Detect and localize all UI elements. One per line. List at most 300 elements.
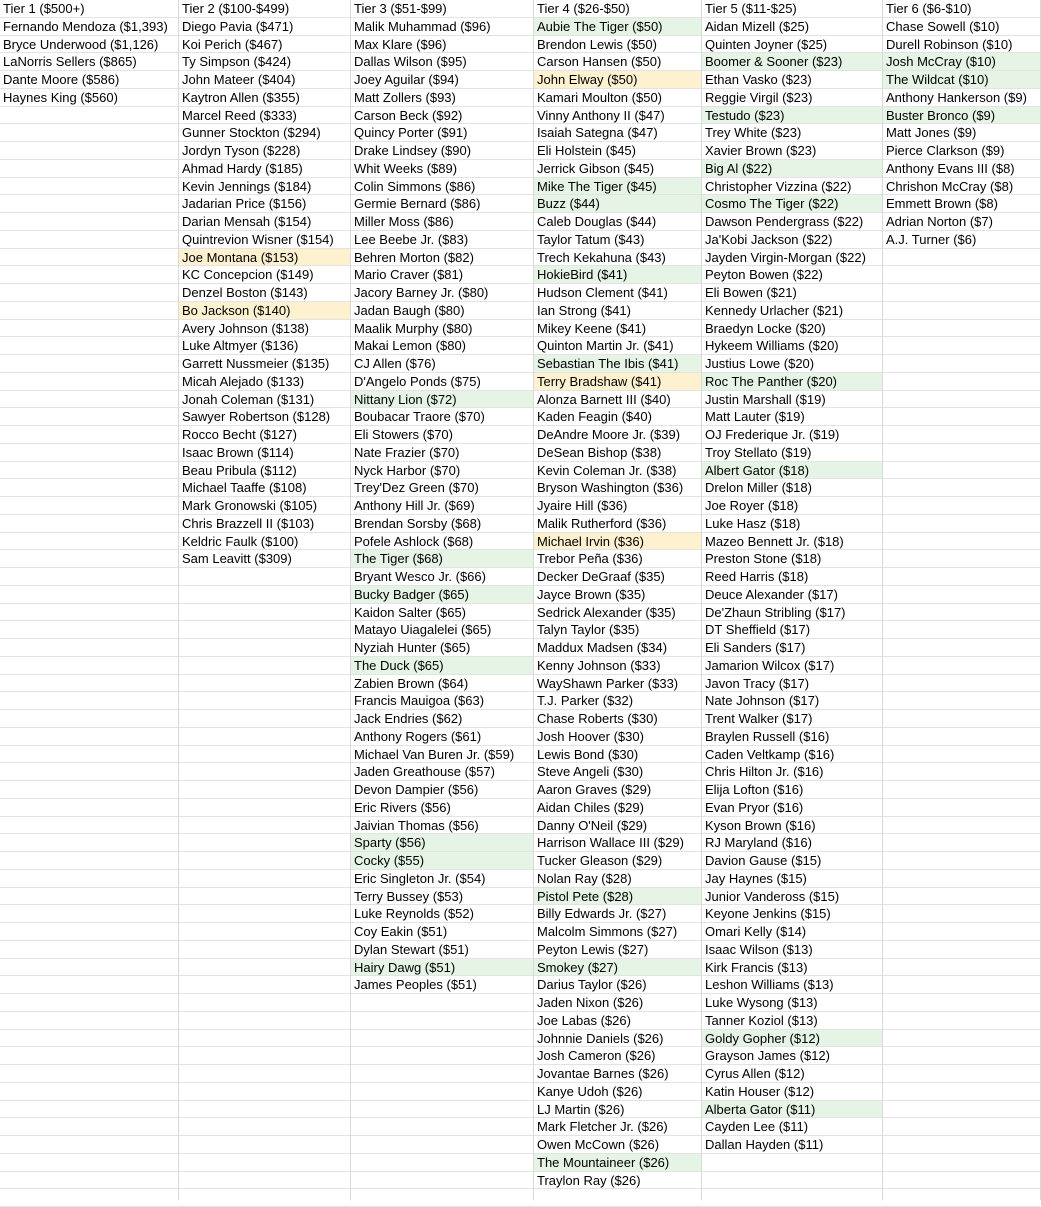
player-cell[interactable]: Germie Bernard ($86) xyxy=(351,195,533,213)
player-cell[interactable]: Tucker Gleason ($29) xyxy=(534,852,701,870)
player-cell[interactable]: Gunner Stockton ($294) xyxy=(179,124,350,142)
player-cell[interactable]: Kamari Moulton ($50) xyxy=(534,89,701,107)
player-cell[interactable]: Trey'Dez Green ($70) xyxy=(351,479,533,497)
player-cell[interactable]: Taylor Tatum ($43) xyxy=(534,231,701,249)
player-cell[interactable]: Eli Sanders ($17) xyxy=(702,639,882,657)
player-cell[interactable]: Jyaire Hill ($36) xyxy=(534,497,701,515)
player-cell[interactable]: Chris Brazzell II ($103) xyxy=(179,515,350,533)
empty-cell[interactable] xyxy=(0,675,178,693)
empty-cell[interactable] xyxy=(179,763,350,781)
empty-cell[interactable] xyxy=(0,355,178,373)
player-cell[interactable]: Trebor Peña ($36) xyxy=(534,550,701,568)
player-cell[interactable]: De'Zhaun Stribling ($17) xyxy=(702,604,882,622)
empty-cell[interactable] xyxy=(0,444,178,462)
player-cell[interactable]: Malik Rutherford ($36) xyxy=(534,515,701,533)
empty-cell[interactable] xyxy=(883,817,1040,835)
empty-cell[interactable] xyxy=(0,426,178,444)
player-cell[interactable]: Ian Strong ($41) xyxy=(534,302,701,320)
empty-cell[interactable] xyxy=(883,1083,1040,1101)
empty-cell[interactable] xyxy=(883,959,1040,977)
empty-cell[interactable] xyxy=(0,249,178,267)
empty-cell[interactable] xyxy=(0,1101,178,1119)
empty-cell[interactable] xyxy=(0,586,178,604)
player-cell[interactable]: Diego Pavia ($471) xyxy=(179,18,350,36)
player-cell[interactable]: Maalik Murphy ($80) xyxy=(351,320,533,338)
empty-cell[interactable] xyxy=(0,1083,178,1101)
player-cell[interactable]: Leshon Williams ($13) xyxy=(702,976,882,994)
empty-cell[interactable] xyxy=(883,426,1040,444)
player-cell[interactable]: Buster Bronco ($9) xyxy=(883,107,1040,125)
player-cell[interactable]: Hairy Dawg ($51) xyxy=(351,959,533,977)
player-cell[interactable]: Mark Gronowski ($105) xyxy=(179,497,350,515)
empty-cell[interactable] xyxy=(0,1047,178,1065)
player-cell[interactable]: The Wildcat ($10) xyxy=(883,71,1040,89)
player-cell[interactable]: Jadan Baugh ($80) xyxy=(351,302,533,320)
player-cell[interactable]: Rocco Becht ($127) xyxy=(179,426,350,444)
player-cell[interactable]: Dante Moore ($586) xyxy=(0,71,178,89)
empty-cell[interactable] xyxy=(0,231,178,249)
empty-cell[interactable] xyxy=(0,1065,178,1083)
empty-cell[interactable] xyxy=(883,515,1040,533)
empty-cell[interactable] xyxy=(0,852,178,870)
column-header[interactable]: Tier 5 ($11-$25) xyxy=(702,0,882,18)
player-cell[interactable]: Caleb Douglas ($44) xyxy=(534,213,701,231)
player-cell[interactable]: Mazeo Bennett Jr. ($18) xyxy=(702,533,882,551)
empty-cell[interactable] xyxy=(883,604,1040,622)
player-cell[interactable]: Troy Stellato ($19) xyxy=(702,444,882,462)
column-header[interactable]: Tier 4 ($26-$50) xyxy=(534,0,701,18)
player-cell[interactable]: Big Al ($22) xyxy=(702,160,882,178)
player-cell[interactable]: Francis Mauigoa ($63) xyxy=(351,692,533,710)
player-cell[interactable]: Quintrevion Wisner ($154) xyxy=(179,231,350,249)
player-cell[interactable]: LaNorris Sellers ($865) xyxy=(0,53,178,71)
player-cell[interactable]: Dallas Wilson ($95) xyxy=(351,53,533,71)
player-cell[interactable]: Katin Houser ($12) xyxy=(702,1083,882,1101)
empty-cell[interactable] xyxy=(179,799,350,817)
player-cell[interactable]: Denzel Boston ($143) xyxy=(179,284,350,302)
empty-cell[interactable] xyxy=(883,1154,1040,1172)
player-cell[interactable]: Reggie Virgil ($23) xyxy=(702,89,882,107)
player-cell[interactable]: Malcolm Simmons ($27) xyxy=(534,923,701,941)
player-cell[interactable]: Junior Vandeross ($15) xyxy=(702,888,882,906)
player-cell[interactable]: Boubacar Traore ($70) xyxy=(351,408,533,426)
player-cell[interactable]: Steve Angeli ($30) xyxy=(534,763,701,781)
player-cell[interactable]: Talyn Taylor ($35) xyxy=(534,621,701,639)
player-cell[interactable]: Matt Lauter ($19) xyxy=(702,408,882,426)
empty-cell[interactable] xyxy=(883,249,1040,267)
empty-cell[interactable] xyxy=(179,1136,350,1154)
player-cell[interactable]: Jordyn Tyson ($228) xyxy=(179,142,350,160)
empty-cell[interactable] xyxy=(883,586,1040,604)
player-cell[interactable]: Jaden Greathouse ($57) xyxy=(351,763,533,781)
player-cell[interactable]: Hykeem Williams ($20) xyxy=(702,337,882,355)
player-cell[interactable]: Nate Frazier ($70) xyxy=(351,444,533,462)
player-cell[interactable]: WayShawn Parker ($33) xyxy=(534,675,701,693)
player-cell[interactable]: Cayden Lee ($11) xyxy=(702,1118,882,1136)
player-cell[interactable]: Kevin Jennings ($184) xyxy=(179,178,350,196)
player-cell[interactable]: Keldric Faulk ($100) xyxy=(179,533,350,551)
player-cell[interactable]: Jadarian Price ($156) xyxy=(179,195,350,213)
empty-cell[interactable] xyxy=(0,1118,178,1136)
player-cell[interactable]: Jerrick Gibson ($45) xyxy=(534,160,701,178)
empty-cell[interactable] xyxy=(0,1189,178,1207)
empty-cell[interactable] xyxy=(0,994,178,1012)
empty-cell[interactable] xyxy=(883,675,1040,693)
empty-cell[interactable] xyxy=(0,976,178,994)
player-cell[interactable]: Terry Bradshaw ($41) xyxy=(534,373,701,391)
empty-cell[interactable] xyxy=(0,497,178,515)
empty-cell[interactable] xyxy=(0,462,178,480)
player-cell[interactable]: Kaytron Allen ($355) xyxy=(179,89,350,107)
player-cell[interactable]: DT Sheffield ($17) xyxy=(702,621,882,639)
player-cell[interactable]: Jay Haynes ($15) xyxy=(702,870,882,888)
column-header[interactable]: Tier 1 ($500+) xyxy=(0,0,178,18)
player-cell[interactable]: Nolan Ray ($28) xyxy=(534,870,701,888)
player-cell[interactable]: Haynes King ($560) xyxy=(0,89,178,107)
player-cell[interactable]: A.J. Turner ($6) xyxy=(883,231,1040,249)
empty-cell[interactable] xyxy=(883,284,1040,302)
empty-cell[interactable] xyxy=(0,320,178,338)
column-header[interactable]: Tier 6 ($6-$10) xyxy=(883,0,1040,18)
player-cell[interactable]: Drake Lindsey ($90) xyxy=(351,142,533,160)
empty-cell[interactable] xyxy=(0,763,178,781)
empty-cell[interactable] xyxy=(179,692,350,710)
empty-cell[interactable] xyxy=(0,1030,178,1048)
empty-cell[interactable] xyxy=(351,994,533,1012)
empty-cell[interactable] xyxy=(883,1136,1040,1154)
empty-cell[interactable] xyxy=(883,1047,1040,1065)
player-cell[interactable]: Isaac Brown ($114) xyxy=(179,444,350,462)
player-cell[interactable]: Josh McCray ($10) xyxy=(883,53,1040,71)
player-cell[interactable]: Quinten Joyner ($25) xyxy=(702,36,882,54)
player-cell[interactable]: Lee Beebe Jr. ($83) xyxy=(351,231,533,249)
player-cell[interactable]: Dallan Hayden ($11) xyxy=(702,1136,882,1154)
player-cell[interactable]: The Duck ($65) xyxy=(351,657,533,675)
empty-cell[interactable] xyxy=(883,1065,1040,1083)
player-cell[interactable]: Luke Wysong ($13) xyxy=(702,994,882,1012)
empty-cell[interactable] xyxy=(883,799,1040,817)
player-cell[interactable]: Alonza Barnett III ($40) xyxy=(534,391,701,409)
player-cell[interactable]: Pierce Clarkson ($9) xyxy=(883,142,1040,160)
player-cell[interactable]: OJ Frederique Jr. ($19) xyxy=(702,426,882,444)
player-cell[interactable]: Garrett Nussmeier ($135) xyxy=(179,355,350,373)
player-cell[interactable]: Hudson Clement ($41) xyxy=(534,284,701,302)
player-cell[interactable]: Zabien Brown ($64) xyxy=(351,675,533,693)
player-cell[interactable]: Mikey Keene ($41) xyxy=(534,320,701,338)
player-cell[interactable]: Luke Altmyer ($136) xyxy=(179,337,350,355)
empty-cell[interactable] xyxy=(883,320,1040,338)
player-cell[interactable]: Behren Morton ($82) xyxy=(351,249,533,267)
empty-cell[interactable] xyxy=(883,639,1040,657)
player-cell[interactable]: Avery Johnson ($138) xyxy=(179,320,350,338)
empty-cell[interactable] xyxy=(0,124,178,142)
empty-cell[interactable] xyxy=(883,1118,1040,1136)
empty-cell[interactable] xyxy=(179,834,350,852)
empty-cell[interactable] xyxy=(883,337,1040,355)
player-cell[interactable]: Bryant Wesco Jr. ($66) xyxy=(351,568,533,586)
player-cell[interactable]: Chris Hilton Jr. ($16) xyxy=(702,763,882,781)
player-cell[interactable]: Chase Roberts ($30) xyxy=(534,710,701,728)
player-cell[interactable]: Joe Royer ($18) xyxy=(702,497,882,515)
empty-cell[interactable] xyxy=(179,728,350,746)
empty-cell[interactable] xyxy=(351,1172,533,1190)
player-cell[interactable]: Jonah Coleman ($131) xyxy=(179,391,350,409)
player-cell[interactable]: Javon Tracy ($17) xyxy=(702,675,882,693)
player-cell[interactable]: Joe Montana ($153) xyxy=(179,249,350,267)
player-cell[interactable]: Kevin Coleman Jr. ($38) xyxy=(534,462,701,480)
player-cell[interactable]: Isaiah Sategna ($47) xyxy=(534,124,701,142)
player-cell[interactable]: Matayo Uiagalelei ($65) xyxy=(351,621,533,639)
player-cell[interactable]: Luke Hasz ($18) xyxy=(702,515,882,533)
empty-cell[interactable] xyxy=(179,568,350,586)
player-cell[interactable]: James Peoples ($51) xyxy=(351,976,533,994)
player-cell[interactable]: Beau Pribula ($112) xyxy=(179,462,350,480)
player-cell[interactable]: Luke Reynolds ($52) xyxy=(351,905,533,923)
empty-cell[interactable] xyxy=(883,657,1040,675)
player-cell[interactable]: T.J. Parker ($32) xyxy=(534,692,701,710)
player-cell[interactable]: Billy Edwards Jr. ($27) xyxy=(534,905,701,923)
empty-cell[interactable] xyxy=(883,710,1040,728)
player-cell[interactable]: Jaivian Thomas ($56) xyxy=(351,817,533,835)
player-cell[interactable]: Malik Muhammad ($96) xyxy=(351,18,533,36)
empty-cell[interactable] xyxy=(883,1012,1040,1030)
empty-cell[interactable] xyxy=(179,1083,350,1101)
player-cell[interactable]: Pistol Pete ($28) xyxy=(534,888,701,906)
player-cell[interactable]: Bryson Washington ($36) xyxy=(534,479,701,497)
player-cell[interactable]: Sawyer Robertson ($128) xyxy=(179,408,350,426)
player-cell[interactable]: Cyrus Allen ($12) xyxy=(702,1065,882,1083)
player-cell[interactable]: Reed Harris ($18) xyxy=(702,568,882,586)
player-cell[interactable]: Isaac Wilson ($13) xyxy=(702,941,882,959)
empty-cell[interactable] xyxy=(0,107,178,125)
player-cell[interactable]: Xavier Brown ($23) xyxy=(702,142,882,160)
player-cell[interactable]: Evan Pryor ($16) xyxy=(702,799,882,817)
player-cell[interactable]: Darius Taylor ($26) xyxy=(534,976,701,994)
player-cell[interactable]: Eric Singleton Jr. ($54) xyxy=(351,870,533,888)
player-cell[interactable]: Makai Lemon ($80) xyxy=(351,337,533,355)
player-cell[interactable]: Anthony Evans III ($8) xyxy=(883,160,1040,178)
player-cell[interactable]: Pofele Ashlock ($68) xyxy=(351,533,533,551)
player-cell[interactable]: Boomer & Sooner ($23) xyxy=(702,53,882,71)
empty-cell[interactable] xyxy=(0,692,178,710)
player-cell[interactable]: Chase Sowell ($10) xyxy=(883,18,1040,36)
empty-cell[interactable] xyxy=(0,213,178,231)
empty-cell[interactable] xyxy=(0,781,178,799)
empty-cell[interactable] xyxy=(179,586,350,604)
empty-cell[interactable] xyxy=(0,746,178,764)
empty-cell[interactable] xyxy=(0,550,178,568)
player-cell[interactable]: Keyone Jenkins ($15) xyxy=(702,905,882,923)
player-cell[interactable]: Tanner Koziol ($13) xyxy=(702,1012,882,1030)
empty-cell[interactable] xyxy=(883,462,1040,480)
player-cell[interactable]: Trey White ($23) xyxy=(702,124,882,142)
player-cell[interactable]: Matt Zollers ($93) xyxy=(351,89,533,107)
player-cell[interactable]: Michael Taaffe ($108) xyxy=(179,479,350,497)
player-cell[interactable]: Nyziah Hunter ($65) xyxy=(351,639,533,657)
empty-cell[interactable] xyxy=(0,870,178,888)
player-cell[interactable]: Devon Dampier ($56) xyxy=(351,781,533,799)
player-cell[interactable]: Eric Rivers ($56) xyxy=(351,799,533,817)
empty-cell[interactable] xyxy=(351,1030,533,1048)
player-cell[interactable]: Drelon Miller ($18) xyxy=(702,479,882,497)
player-cell[interactable]: Cocky ($55) xyxy=(351,852,533,870)
player-cell[interactable]: Vinny Anthony II ($47) xyxy=(534,107,701,125)
player-cell[interactable]: Anthony Hankerson ($9) xyxy=(883,89,1040,107)
empty-cell[interactable] xyxy=(0,178,178,196)
empty-cell[interactable] xyxy=(883,550,1040,568)
player-cell[interactable]: Lewis Bond ($30) xyxy=(534,746,701,764)
player-cell[interactable]: Grayson James ($12) xyxy=(702,1047,882,1065)
player-cell[interactable]: Jaden Nixon ($26) xyxy=(534,994,701,1012)
player-cell[interactable]: Eli Holstein ($45) xyxy=(534,142,701,160)
player-cell[interactable]: Nate Johnson ($17) xyxy=(702,692,882,710)
empty-cell[interactable] xyxy=(0,568,178,586)
empty-cell[interactable] xyxy=(179,870,350,888)
empty-cell[interactable] xyxy=(179,1172,350,1190)
player-cell[interactable]: Michael Irvin ($36) xyxy=(534,533,701,551)
player-cell[interactable]: DeSean Bishop ($38) xyxy=(534,444,701,462)
empty-cell[interactable] xyxy=(179,994,350,1012)
player-cell[interactable]: RJ Maryland ($16) xyxy=(702,834,882,852)
empty-cell[interactable] xyxy=(0,266,178,284)
empty-cell[interactable] xyxy=(0,337,178,355)
empty-cell[interactable] xyxy=(883,1030,1040,1048)
player-cell[interactable]: Joey Aguilar ($94) xyxy=(351,71,533,89)
player-cell[interactable]: Marcel Reed ($333) xyxy=(179,107,350,125)
player-cell[interactable]: Miller Moss ($86) xyxy=(351,213,533,231)
player-cell[interactable]: Christopher Vizzina ($22) xyxy=(702,178,882,196)
player-cell[interactable]: Koi Perich ($467) xyxy=(179,36,350,54)
player-cell[interactable]: Ty Simpson ($424) xyxy=(179,53,350,71)
player-cell[interactable]: Whit Weeks ($89) xyxy=(351,160,533,178)
player-cell[interactable]: Bucky Badger ($65) xyxy=(351,586,533,604)
empty-cell[interactable] xyxy=(883,373,1040,391)
empty-cell[interactable] xyxy=(179,923,350,941)
player-cell[interactable]: Danny O'Neil ($29) xyxy=(534,817,701,835)
empty-cell[interactable] xyxy=(351,1047,533,1065)
empty-cell[interactable] xyxy=(883,302,1040,320)
empty-cell[interactable] xyxy=(179,1101,350,1119)
empty-cell[interactable] xyxy=(883,479,1040,497)
player-cell[interactable]: Albert Gator ($18) xyxy=(702,462,882,480)
empty-cell[interactable] xyxy=(0,1154,178,1172)
empty-cell[interactable] xyxy=(0,515,178,533)
empty-cell[interactable] xyxy=(179,1065,350,1083)
player-cell[interactable]: Braedyn Locke ($20) xyxy=(702,320,882,338)
empty-cell[interactable] xyxy=(179,852,350,870)
player-cell[interactable]: Durell Robinson ($10) xyxy=(883,36,1040,54)
player-cell[interactable]: Kyson Brown ($16) xyxy=(702,817,882,835)
player-cell[interactable]: Anthony Rogers ($61) xyxy=(351,728,533,746)
empty-cell[interactable] xyxy=(179,639,350,657)
player-cell[interactable]: CJ Allen ($76) xyxy=(351,355,533,373)
player-cell[interactable]: Anthony Hill Jr. ($69) xyxy=(351,497,533,515)
empty-cell[interactable] xyxy=(179,1154,350,1172)
empty-cell[interactable] xyxy=(883,497,1040,515)
player-cell[interactable]: Micah Alejado ($133) xyxy=(179,373,350,391)
empty-cell[interactable] xyxy=(883,444,1040,462)
player-cell[interactable]: Darian Mensah ($154) xyxy=(179,213,350,231)
player-cell[interactable]: Eli Stowers ($70) xyxy=(351,426,533,444)
player-cell[interactable]: Ja'Kobi Jackson ($22) xyxy=(702,231,882,249)
empty-cell[interactable] xyxy=(883,923,1040,941)
player-cell[interactable]: Kanye Udoh ($26) xyxy=(534,1083,701,1101)
empty-cell[interactable] xyxy=(883,1172,1040,1190)
empty-cell[interactable] xyxy=(179,941,350,959)
empty-cell[interactable] xyxy=(179,710,350,728)
empty-cell[interactable] xyxy=(179,604,350,622)
empty-cell[interactable] xyxy=(351,1012,533,1030)
player-cell[interactable]: Sparty ($56) xyxy=(351,834,533,852)
empty-cell[interactable] xyxy=(0,391,178,409)
empty-cell[interactable] xyxy=(0,479,178,497)
empty-cell[interactable] xyxy=(351,1101,533,1119)
empty-cell[interactable] xyxy=(179,1012,350,1030)
empty-cell[interactable] xyxy=(883,852,1040,870)
empty-cell[interactable] xyxy=(702,1154,882,1172)
empty-cell[interactable] xyxy=(0,302,178,320)
player-cell[interactable]: Cosmo The Tiger ($22) xyxy=(702,195,882,213)
player-cell[interactable]: DeAndre Moore Jr. ($39) xyxy=(534,426,701,444)
player-cell[interactable]: Dawson Pendergrass ($22) xyxy=(702,213,882,231)
empty-cell[interactable] xyxy=(179,621,350,639)
player-cell[interactable]: Justius Lowe ($20) xyxy=(702,355,882,373)
player-cell[interactable]: Ahmad Hardy ($185) xyxy=(179,160,350,178)
player-cell[interactable]: Kaidon Salter ($65) xyxy=(351,604,533,622)
player-cell[interactable]: Testudo ($23) xyxy=(702,107,882,125)
player-cell[interactable]: Roc The Panther ($20) xyxy=(702,373,882,391)
player-cell[interactable]: John Elway ($50) xyxy=(534,71,701,89)
empty-cell[interactable] xyxy=(883,1189,1040,1207)
player-cell[interactable]: Nittany Lion ($72) xyxy=(351,391,533,409)
player-cell[interactable]: Omari Kelly ($14) xyxy=(702,923,882,941)
empty-cell[interactable] xyxy=(0,1136,178,1154)
empty-cell[interactable] xyxy=(883,994,1040,1012)
empty-cell[interactable] xyxy=(0,817,178,835)
player-cell[interactable]: Deuce Alexander ($17) xyxy=(702,586,882,604)
empty-cell[interactable] xyxy=(0,941,178,959)
empty-cell[interactable] xyxy=(0,799,178,817)
player-cell[interactable]: Brendon Lewis ($50) xyxy=(534,36,701,54)
player-cell[interactable]: Aubie The Tiger ($50) xyxy=(534,18,701,36)
empty-cell[interactable] xyxy=(0,195,178,213)
player-cell[interactable]: Coy Eakin ($51) xyxy=(351,923,533,941)
empty-cell[interactable] xyxy=(883,728,1040,746)
empty-cell[interactable] xyxy=(883,870,1040,888)
player-cell[interactable]: Chrishon McCray ($8) xyxy=(883,178,1040,196)
empty-cell[interactable] xyxy=(883,888,1040,906)
player-cell[interactable]: Mike The Tiger ($45) xyxy=(534,178,701,196)
player-cell[interactable]: Matt Jones ($9) xyxy=(883,124,1040,142)
empty-cell[interactable] xyxy=(351,1154,533,1172)
player-cell[interactable]: Alberta Gator ($11) xyxy=(702,1101,882,1119)
player-cell[interactable]: LJ Martin ($26) xyxy=(534,1101,701,1119)
player-cell[interactable]: Joe Labas ($26) xyxy=(534,1012,701,1030)
empty-cell[interactable] xyxy=(702,1172,882,1190)
empty-cell[interactable] xyxy=(883,266,1040,284)
player-cell[interactable]: Buzz ($44) xyxy=(534,195,701,213)
player-cell[interactable]: Quinton Martin Jr. ($41) xyxy=(534,337,701,355)
empty-cell[interactable] xyxy=(883,1101,1040,1119)
player-cell[interactable]: Peyton Bowen ($22) xyxy=(702,266,882,284)
player-cell[interactable]: Aaron Graves ($29) xyxy=(534,781,701,799)
player-cell[interactable]: HokieBird ($41) xyxy=(534,266,701,284)
player-cell[interactable]: Kirk Francis ($13) xyxy=(702,959,882,977)
empty-cell[interactable] xyxy=(351,1065,533,1083)
player-cell[interactable]: The Mountaineer ($26) xyxy=(534,1154,701,1172)
empty-cell[interactable] xyxy=(0,728,178,746)
player-cell[interactable]: Aidan Mizell ($25) xyxy=(702,18,882,36)
